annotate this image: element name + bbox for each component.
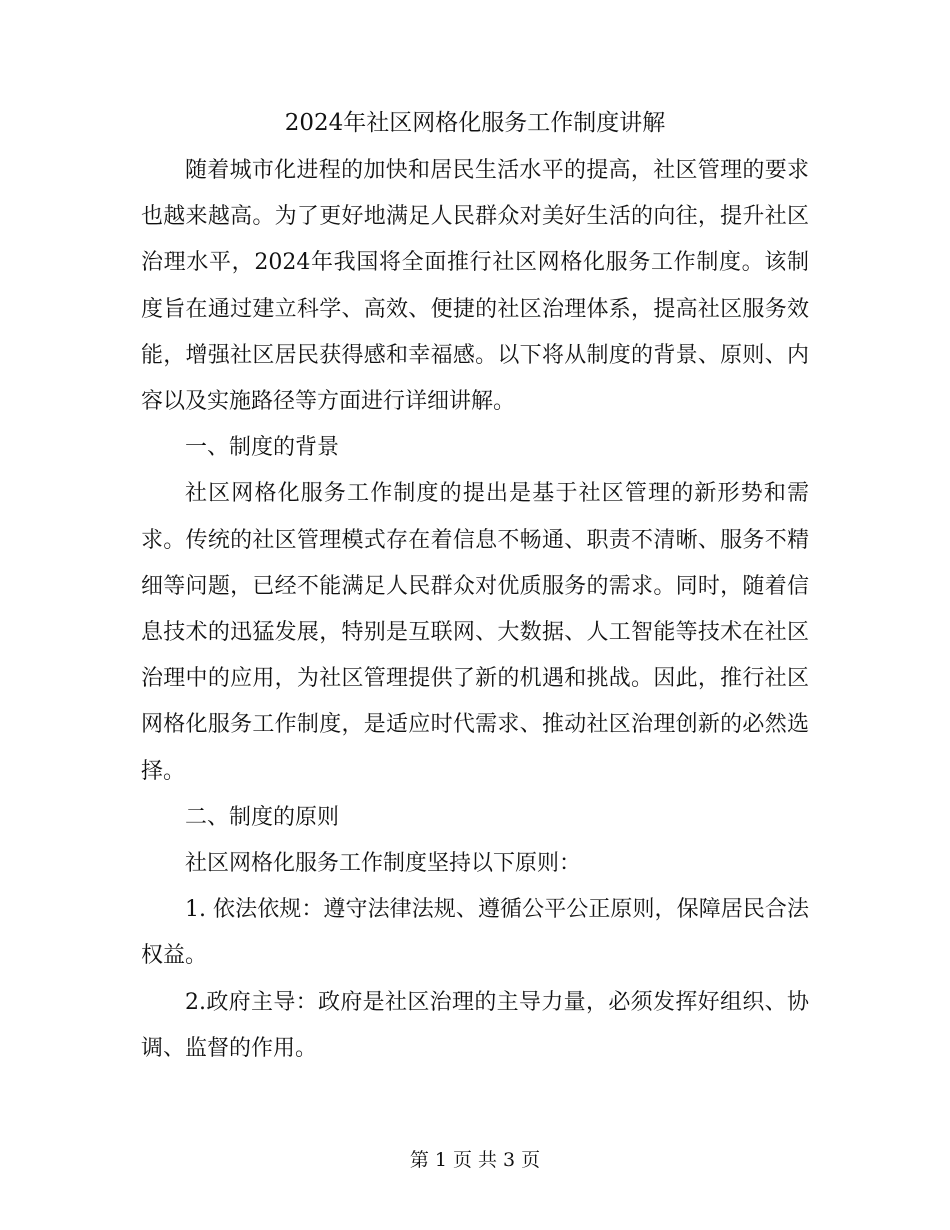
section-heading-principles: 二、制度的原则 xyxy=(185,804,340,830)
paragraph-principles-intro: 社区网格化服务工作制度坚持以下原则： xyxy=(185,851,582,877)
paragraph-background: 社区网格化服务工作制度的提出是基于社区管理的新形势和需求。传统的社区管理模式存在着信息不畅通、职责不清晰、服务不精细等问题，已经不能满足人民群众对优质服务的需求。同时，随着信息技术的迅猛发展，特别是互联网、大数据、人工智能等技术在社区治理中的应用，为社区管理提供了新的机遇和挑战。因此，推行社区网格化服务工作制度，是适应时代需求、推动社区治理创新的必然选择。 xyxy=(141,481,809,784)
principle-item-1: 1. 依法依规：遵守法律法规、遵循公平公正原则，保障居民合法权益。 xyxy=(141,897,809,969)
document-body xyxy=(141,148,809,1072)
principle-item-2: 2.政府主导：政府是社区治理的主导力量，必须发挥好组织、协调、监督的作用。 xyxy=(141,989,809,1061)
section-heading-background: 一、制度的背景 xyxy=(185,435,340,461)
paragraph-intro: 随着城市化进程的加快和居民生活水平的提高，社区管理的要求也越来越高。为了更好地满足人民群众对美好生活的向往，提升社区治理水平，2024年我国将全面推行社区网格化服务工作制度。该制度旨在通过建立科学、高效、便捷的社区治理体系，提高社区服务效能，增强社区居民获得感和幸福感。以下将从制度的背景、原则、内容以及实施路径等方面进行详细讲解。 xyxy=(141,158,809,415)
document-title: 2024年社区网格化服务工作制度讲解 xyxy=(284,110,666,136)
page-footer: 第 1 页 共 3 页 xyxy=(409,1149,541,1171)
